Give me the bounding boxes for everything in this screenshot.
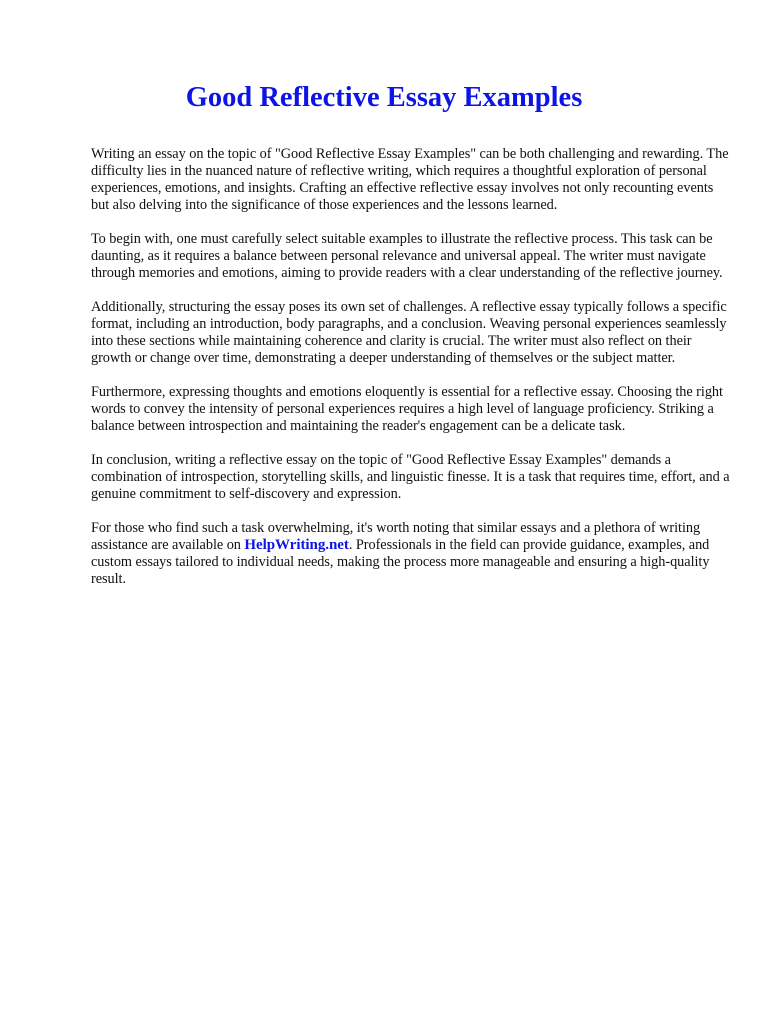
- assistance-text-after: . Professionals in the field can provide guidance, examples, and custom essays tailored to individual needs, making the process more manageable and ensuring a high-quality result.: [91, 537, 710, 587]
- page-title: Good Reflective Essay Examples: [185, 82, 583, 113]
- paragraph-conclusion: In conclusion, writing a reflective essay on the topic of "Good Reflective Essay Examples" demands a combination of introspection, storytelling skills, and linguistic finesse. It is a task that requires time, effort, and a genuine commitment to self-discovery and expression.: [91, 452, 730, 502]
- essay-body: [91, 146, 731, 605]
- paragraph-expression: Furthermore, expressing thoughts and emotions eloquently is essential for a reflective essay. Choosing the right words to convey the intensity of personal experiences requires a high level of language proficiency. Striking a balance between introspection and maintaining the reader's engagement can be a delicate task.: [91, 384, 723, 434]
- assistance-text-before: For those who find such a task overwhelming, it's worth noting that similar essays and a plethora of writing assistance are available on: [91, 520, 701, 553]
- paragraph-assistance: [91, 520, 731, 588]
- paragraph-intro: Writing an essay on the topic of "Good Reflective Essay Examples" can be both challenging and rewarding. The difficulty lies in the nuanced nature of reflective writing, which requires a thoughtful exploration of personal experiences, emotions, and insights. Crafting an effective reflective essay involves not only recounting events but also delving into the significance of those experiences and the lessons learned.: [91, 146, 729, 213]
- paragraph-structure: Additionally, structuring the essay poses its own set of challenges. A reflective essay typically follows a specific format, including an introduction, body paragraphs, and a conclusion. Weaving personal experiences seamlessly into these sections while maintaining coherence and clarity is crucial. The writer must also reflect on their growth or change over time, demonstrating a deeper understanding of themselves or the subject matter.: [91, 299, 727, 366]
- helpwriting-link[interactable]: HelpWriting.net: [244, 537, 349, 553]
- paragraph-examples: To begin with, one must carefully select suitable examples to illustrate the reflective process. This task can be daunting, as it requires a balance between personal relevance and universal appeal. The writer must navigate through memories and emotions, aiming to provide readers with a clear understanding of the reflective journey.: [91, 231, 723, 281]
